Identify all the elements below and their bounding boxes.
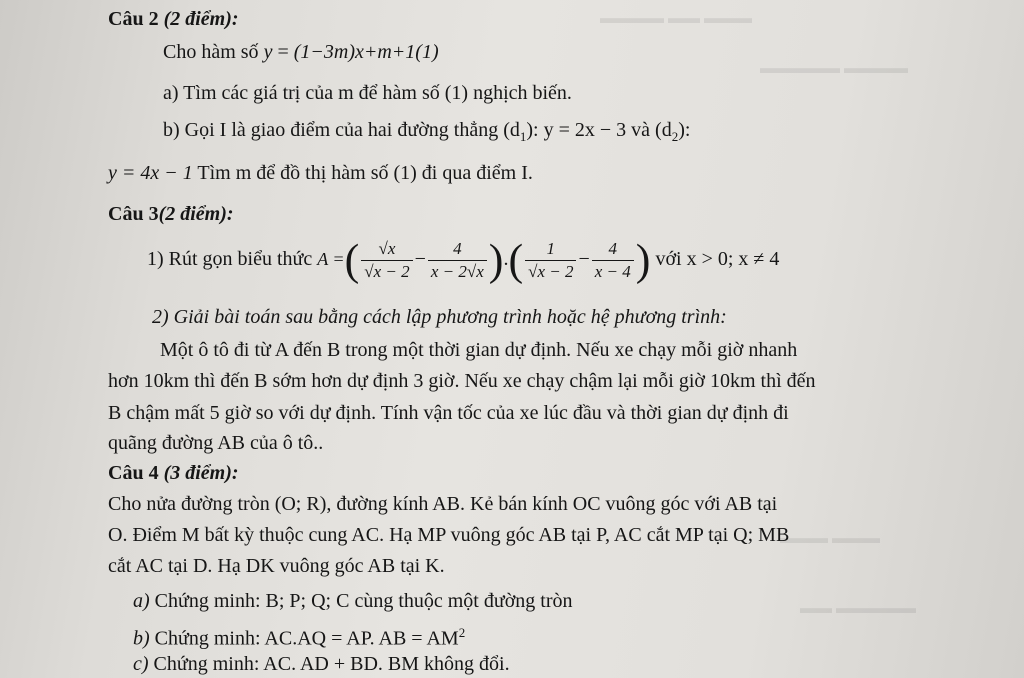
q4-part-b xyxy=(133,621,465,651)
fraction-3 xyxy=(525,238,576,283)
q4-c-text: Chứng minh: AC. AD + BD. BM không đổi. xyxy=(153,653,510,675)
q4-b-label: b) xyxy=(133,627,150,650)
paren-open-1: ( xyxy=(344,235,360,285)
q4-points: (3 điểm): xyxy=(163,462,239,484)
bleed-through-1: ▬▬▬ ▬▬ ▬▬▬▬ xyxy=(600,10,752,27)
q2-func-rhs: (1−3m)x+m+1(1) xyxy=(293,41,439,63)
q4-part-c xyxy=(133,652,510,676)
fraction-4 xyxy=(592,238,634,283)
q2-d2-sub: 2 xyxy=(671,129,679,144)
fraction-4-numerator: 4 xyxy=(592,238,634,261)
q2-intro-line: Cho hàm số y = (1−3m)x+m+1(1) xyxy=(163,41,439,63)
q3-part1: 1) Rút gọn biểu thức A =( $\frac{√x}{√x - 2}$ − $\frac{4}{x - 2√x}$ ).( $\frac{1}{√x - 2}$ − $\frac{4}{x - 4}$ ) với x > 0; x ≠ 4 xyxy=(147,235,780,285)
q2-title: Câu 2 xyxy=(108,8,159,30)
q4-a-label: a) xyxy=(133,590,150,612)
fraction-1-numerator: √x xyxy=(361,238,412,261)
paren-close-1: ) xyxy=(488,235,504,285)
q2-d1-eq: ): y = 2x − 3 xyxy=(526,119,627,141)
q2-intro: Cho hàm số xyxy=(163,41,259,63)
q2-part-b-text: b) Gọi I là giao điểm của hai đường thẳng (d xyxy=(163,119,520,141)
q3-condition: với x > 0; x ≠ 4 xyxy=(655,248,780,270)
fraction-3-numerator: 1 xyxy=(525,238,576,261)
q3-points: (2 điểm): xyxy=(158,203,234,225)
q4-c-label: c) xyxy=(133,653,149,675)
q2-func-lhs: y xyxy=(263,41,273,63)
q4-line2: O. Điểm M bất kỳ thuộc cung AC. Hạ MP vuông góc AB tại P, AC cắt MP tại Q; MB xyxy=(108,524,790,546)
q3-part2-line4: quãng đường AB của ô tô.. xyxy=(108,432,324,454)
bleed-through-2: ▬▬▬▬ ▬▬▬▬▬ xyxy=(760,60,908,77)
q4-b-sup: 2 xyxy=(458,625,466,640)
paren-open-2: ( xyxy=(508,235,524,285)
q3-part2-heading: 2) Giải bài toán sau bằng cách lập phương trình hoặc hệ phương trình: xyxy=(152,306,727,328)
fraction-2 xyxy=(428,238,487,283)
q2-d1-sub: 1 xyxy=(519,129,527,144)
q3-part2-line3: B chậm mất 5 giờ so với dự định. Tính vận tốc của xe lúc đầu và thời gian dự định đi xyxy=(108,402,789,424)
q3-title: Câu 3 xyxy=(108,203,159,225)
fraction-3-denominator: √x − 2 xyxy=(528,261,574,281)
q2-part-b-line1 xyxy=(163,118,690,149)
q3-part2-line1: Một ô tô đi từ A đến B trong một thời gian dự định. Nếu xe chạy mỗi giờ nhanh xyxy=(160,339,798,361)
q4-part-a xyxy=(133,589,573,613)
fraction-1 xyxy=(361,238,412,283)
q4-line3: cắt AC tại D. Hạ DK vuông góc AB tại K. xyxy=(108,555,445,577)
fraction-1-denominator: √x − 2 xyxy=(364,261,410,281)
q2-d2-eq: y = 4x − 1 xyxy=(108,162,193,184)
paren-close-2: ) xyxy=(635,235,651,285)
q2-d2-end: ): xyxy=(678,119,691,141)
q3-part1-label: 1) Rút gọn biểu thức xyxy=(147,248,313,270)
bleed-through-3: ▬▬▬ ▬▬▬ xyxy=(780,530,880,547)
q4-b-text: Chứng minh: AC.AQ = AP. AB = AM xyxy=(154,627,459,650)
q2-part-a: a) Tìm các giá trị của m để hàm số (1) nghịch biến. xyxy=(163,82,572,104)
q4-a-text: Chứng minh: B; P; Q; C cùng thuộc một đường tròn xyxy=(154,590,573,612)
fraction-2-denominator: x − 2√x xyxy=(430,261,484,281)
fraction-4-denominator: x − 4 xyxy=(594,261,631,281)
q2-points: (2 điểm): xyxy=(163,8,239,30)
bleed-through-4: ▬▬▬▬▬ ▬▬ xyxy=(800,600,916,617)
fraction-2-numerator: 4 xyxy=(428,238,487,261)
q3-expr-A: A = xyxy=(317,249,345,269)
q2-part-b-line2 xyxy=(108,161,533,185)
q4-line1: Cho nửa đường tròn (O; R), đường kính AB. Kẻ bán kính OC vuông góc với AB tại xyxy=(108,493,778,515)
q2-heading xyxy=(108,7,239,31)
q2-part-b-task: Tìm m để đồ thị hàm số (1) đi qua điểm I. xyxy=(192,162,533,184)
q3-heading xyxy=(108,202,234,226)
q4-title: Câu 4 xyxy=(108,462,159,484)
q3-part2-line2: hơn 10km thì đến B sớm hơn dự định 3 giờ. Nếu xe chạy chậm lại mỗi giờ 10km thì đến xyxy=(108,370,816,392)
q2-va: và (d xyxy=(626,119,672,141)
q4-heading xyxy=(108,461,239,485)
